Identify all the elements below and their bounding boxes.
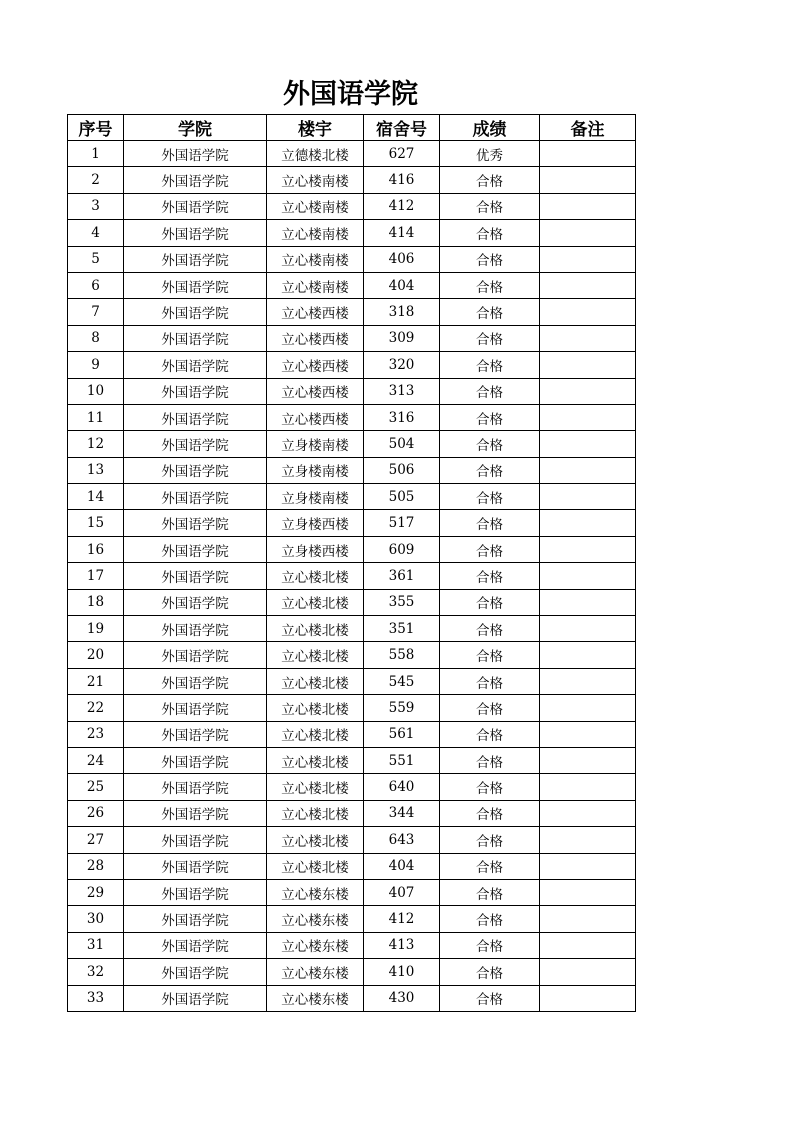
cell-grade: 合格: [440, 431, 540, 457]
cell-room: 558: [364, 642, 440, 668]
cell-index: 17: [68, 563, 124, 589]
cell-room: 640: [364, 774, 440, 800]
table-row: [68, 378, 636, 404]
cell-index: 14: [68, 484, 124, 510]
cell-college: 外国语学院: [124, 616, 267, 642]
cell-remarks: [540, 747, 636, 773]
cell-room: 313: [364, 378, 440, 404]
table-row: [68, 879, 636, 905]
cell-index: 11: [68, 404, 124, 430]
cell-building: 立身楼南楼: [267, 431, 364, 457]
cell-grade: 合格: [440, 484, 540, 510]
cell-index: 30: [68, 906, 124, 932]
cell-grade: 合格: [440, 193, 540, 219]
cell-index: 8: [68, 325, 124, 351]
cell-index: 22: [68, 695, 124, 721]
column-header-room: 宿舍号: [364, 115, 440, 141]
cell-college: 外国语学院: [124, 563, 267, 589]
cell-remarks: [540, 536, 636, 562]
cell-index: 21: [68, 668, 124, 694]
cell-building: 立心楼南楼: [267, 246, 364, 272]
cell-index: 3: [68, 193, 124, 219]
cell-remarks: [540, 431, 636, 457]
cell-remarks: [540, 404, 636, 430]
cell-college: 外国语学院: [124, 959, 267, 985]
cell-grade: 合格: [440, 985, 540, 1011]
cell-remarks: [540, 220, 636, 246]
cell-building: 立心楼北楼: [267, 589, 364, 615]
cell-room: 320: [364, 352, 440, 378]
cell-remarks: [540, 325, 636, 351]
table-row: [68, 457, 636, 483]
table-row: [68, 668, 636, 694]
cell-grade: 合格: [440, 536, 540, 562]
cell-room: 316: [364, 404, 440, 430]
cell-room: 318: [364, 299, 440, 325]
cell-remarks: [540, 800, 636, 826]
cell-remarks: [540, 141, 636, 167]
cell-building: 立心楼东楼: [267, 959, 364, 985]
cell-building: 立心楼南楼: [267, 167, 364, 193]
cell-college: 外国语学院: [124, 325, 267, 351]
cell-room: 545: [364, 668, 440, 694]
cell-index: 7: [68, 299, 124, 325]
cell-remarks: [540, 668, 636, 694]
cell-grade: 合格: [440, 589, 540, 615]
cell-building: 立心楼北楼: [267, 616, 364, 642]
cell-grade: 合格: [440, 879, 540, 905]
cell-room: 643: [364, 827, 440, 853]
cell-remarks: [540, 589, 636, 615]
cell-index: 5: [68, 246, 124, 272]
cell-grade: 合格: [440, 616, 540, 642]
table-row: [68, 299, 636, 325]
cell-index: 18: [68, 589, 124, 615]
cell-index: 29: [68, 879, 124, 905]
cell-grade: 合格: [440, 457, 540, 483]
cell-index: 31: [68, 932, 124, 958]
cell-college: 外国语学院: [124, 985, 267, 1011]
cell-room: 627: [364, 141, 440, 167]
table-row: [68, 404, 636, 430]
table-row: [68, 616, 636, 642]
cell-college: 外国语学院: [124, 167, 267, 193]
table-row: [68, 246, 636, 272]
table-row: [68, 563, 636, 589]
cell-building: 立心楼南楼: [267, 193, 364, 219]
column-header-building: 楼宇: [267, 115, 364, 141]
column-header-index: 序号: [68, 115, 124, 141]
cell-college: 外国语学院: [124, 457, 267, 483]
cell-college: 外国语学院: [124, 853, 267, 879]
cell-remarks: [540, 457, 636, 483]
cell-college: 外国语学院: [124, 220, 267, 246]
cell-building: 立心楼北楼: [267, 563, 364, 589]
cell-remarks: [540, 959, 636, 985]
cell-college: 外国语学院: [124, 827, 267, 853]
cell-room: 355: [364, 589, 440, 615]
cell-grade: 合格: [440, 378, 540, 404]
cell-index: 10: [68, 378, 124, 404]
cell-grade: 合格: [440, 800, 540, 826]
cell-college: 外国语学院: [124, 484, 267, 510]
table-row: [68, 932, 636, 958]
cell-college: 外国语学院: [124, 378, 267, 404]
cell-remarks: [540, 484, 636, 510]
cell-grade: 合格: [440, 932, 540, 958]
cell-remarks: [540, 167, 636, 193]
dormitory-table: [67, 114, 636, 1012]
table-row: [68, 431, 636, 457]
cell-index: 13: [68, 457, 124, 483]
cell-college: 外国语学院: [124, 431, 267, 457]
table-row: [68, 484, 636, 510]
cell-college: 外国语学院: [124, 193, 267, 219]
cell-grade: 合格: [440, 695, 540, 721]
table-row: [68, 959, 636, 985]
table-row: [68, 272, 636, 298]
cell-building: 立心楼西楼: [267, 299, 364, 325]
cell-college: 外国语学院: [124, 721, 267, 747]
cell-grade: 合格: [440, 167, 540, 193]
cell-building: 立心楼东楼: [267, 906, 364, 932]
cell-building: 立心楼北楼: [267, 642, 364, 668]
cell-index: 4: [68, 220, 124, 246]
cell-index: 23: [68, 721, 124, 747]
cell-college: 外国语学院: [124, 906, 267, 932]
cell-college: 外国语学院: [124, 272, 267, 298]
table-row: [68, 589, 636, 615]
cell-remarks: [540, 774, 636, 800]
cell-remarks: [540, 985, 636, 1011]
cell-building: 立心楼北楼: [267, 800, 364, 826]
cell-remarks: [540, 378, 636, 404]
table-row: [68, 141, 636, 167]
cell-index: 16: [68, 536, 124, 562]
cell-room: 412: [364, 193, 440, 219]
cell-building: 立心楼东楼: [267, 985, 364, 1011]
table-row: [68, 167, 636, 193]
cell-room: 406: [364, 246, 440, 272]
cell-college: 外国语学院: [124, 246, 267, 272]
cell-building: 立心楼北楼: [267, 853, 364, 879]
cell-building: 立心楼北楼: [267, 774, 364, 800]
cell-college: 外国语学院: [124, 747, 267, 773]
cell-building: 立身楼西楼: [267, 536, 364, 562]
cell-college: 外国语学院: [124, 932, 267, 958]
cell-remarks: [540, 272, 636, 298]
table-row: [68, 642, 636, 668]
cell-college: 外国语学院: [124, 642, 267, 668]
cell-college: 外国语学院: [124, 774, 267, 800]
cell-room: 517: [364, 510, 440, 536]
cell-college: 外国语学院: [124, 589, 267, 615]
cell-building: 立身楼南楼: [267, 484, 364, 510]
cell-room: 309: [364, 325, 440, 351]
cell-college: 外国语学院: [124, 404, 267, 430]
table-row: [68, 325, 636, 351]
cell-grade: 合格: [440, 721, 540, 747]
table-row: [68, 220, 636, 246]
cell-remarks: [540, 616, 636, 642]
cell-room: 361: [364, 563, 440, 589]
cell-grade: 合格: [440, 404, 540, 430]
cell-room: 504: [364, 431, 440, 457]
cell-grade: 优秀: [440, 141, 540, 167]
cell-grade: 合格: [440, 668, 540, 694]
cell-building: 立心楼北楼: [267, 721, 364, 747]
cell-index: 6: [68, 272, 124, 298]
cell-building: 立心楼西楼: [267, 352, 364, 378]
cell-grade: 合格: [440, 959, 540, 985]
table-row: [68, 747, 636, 773]
cell-grade: 合格: [440, 906, 540, 932]
table-row: [68, 721, 636, 747]
cell-room: 407: [364, 879, 440, 905]
table-row: [68, 827, 636, 853]
cell-grade: 合格: [440, 774, 540, 800]
cell-remarks: [540, 906, 636, 932]
cell-grade: 合格: [440, 642, 540, 668]
cell-remarks: [540, 510, 636, 536]
cell-index: 12: [68, 431, 124, 457]
cell-college: 外国语学院: [124, 352, 267, 378]
cell-index: 2: [68, 167, 124, 193]
cell-room: 561: [364, 721, 440, 747]
cell-room: 351: [364, 616, 440, 642]
cell-room: 430: [364, 985, 440, 1011]
cell-grade: 合格: [440, 747, 540, 773]
cell-college: 外国语学院: [124, 536, 267, 562]
cell-building: 立心楼南楼: [267, 272, 364, 298]
cell-remarks: [540, 642, 636, 668]
cell-grade: 合格: [440, 352, 540, 378]
cell-remarks: [540, 853, 636, 879]
cell-building: 立心楼东楼: [267, 879, 364, 905]
table-row: [68, 193, 636, 219]
table-row: [68, 774, 636, 800]
table-body: [68, 141, 636, 1012]
cell-grade: 合格: [440, 299, 540, 325]
cell-remarks: [540, 352, 636, 378]
cell-building: 立心楼西楼: [267, 325, 364, 351]
cell-room: 404: [364, 272, 440, 298]
cell-room: 410: [364, 959, 440, 985]
cell-room: 404: [364, 853, 440, 879]
cell-room: 505: [364, 484, 440, 510]
cell-grade: 合格: [440, 220, 540, 246]
cell-index: 9: [68, 352, 124, 378]
cell-remarks: [540, 193, 636, 219]
cell-room: 413: [364, 932, 440, 958]
cell-grade: 合格: [440, 246, 540, 272]
table-row: [68, 695, 636, 721]
column-header-college: 学院: [124, 115, 267, 141]
table-row: [68, 536, 636, 562]
cell-index: 32: [68, 959, 124, 985]
cell-building: 立心楼西楼: [267, 404, 364, 430]
page-title: 外国语学院: [283, 79, 418, 110]
cell-room: 559: [364, 695, 440, 721]
cell-index: 20: [68, 642, 124, 668]
cell-college: 外国语学院: [124, 800, 267, 826]
cell-index: 28: [68, 853, 124, 879]
cell-index: 24: [68, 747, 124, 773]
cell-remarks: [540, 879, 636, 905]
cell-college: 外国语学院: [124, 695, 267, 721]
cell-building: 立身楼西楼: [267, 510, 364, 536]
cell-index: 19: [68, 616, 124, 642]
cell-remarks: [540, 695, 636, 721]
cell-room: 551: [364, 747, 440, 773]
table-header-row: [68, 115, 636, 141]
cell-building: 立心楼南楼: [267, 220, 364, 246]
table-row: [68, 800, 636, 826]
cell-index: 1: [68, 141, 124, 167]
cell-grade: 合格: [440, 272, 540, 298]
cell-remarks: [540, 563, 636, 589]
cell-grade: 合格: [440, 827, 540, 853]
cell-college: 外国语学院: [124, 668, 267, 694]
cell-remarks: [540, 827, 636, 853]
cell-index: 25: [68, 774, 124, 800]
cell-grade: 合格: [440, 510, 540, 536]
cell-index: 27: [68, 827, 124, 853]
table-row: [68, 906, 636, 932]
cell-building: 立身楼南楼: [267, 457, 364, 483]
cell-college: 外国语学院: [124, 299, 267, 325]
table-row: [68, 352, 636, 378]
cell-index: 33: [68, 985, 124, 1011]
cell-index: 26: [68, 800, 124, 826]
cell-room: 412: [364, 906, 440, 932]
cell-room: 416: [364, 167, 440, 193]
cell-building: 立心楼北楼: [267, 827, 364, 853]
cell-college: 外国语学院: [124, 879, 267, 905]
cell-grade: 合格: [440, 853, 540, 879]
table-row: [68, 853, 636, 879]
table-row: [68, 985, 636, 1011]
cell-room: 414: [364, 220, 440, 246]
cell-building: 立心楼东楼: [267, 932, 364, 958]
cell-building: 立德楼北楼: [267, 141, 364, 167]
cell-index: 15: [68, 510, 124, 536]
cell-room: 344: [364, 800, 440, 826]
cell-college: 外国语学院: [124, 510, 267, 536]
cell-grade: 合格: [440, 325, 540, 351]
cell-building: 立心楼北楼: [267, 695, 364, 721]
cell-building: 立心楼西楼: [267, 378, 364, 404]
column-header-remarks: 备注: [540, 115, 636, 141]
cell-remarks: [540, 721, 636, 747]
cell-room: 609: [364, 536, 440, 562]
cell-college: 外国语学院: [124, 141, 267, 167]
cell-remarks: [540, 246, 636, 272]
cell-building: 立心楼北楼: [267, 668, 364, 694]
column-header-grade: 成绩: [440, 115, 540, 141]
cell-building: 立心楼北楼: [267, 747, 364, 773]
cell-remarks: [540, 299, 636, 325]
table-row: [68, 510, 636, 536]
cell-room: 506: [364, 457, 440, 483]
cell-grade: 合格: [440, 563, 540, 589]
cell-remarks: [540, 932, 636, 958]
